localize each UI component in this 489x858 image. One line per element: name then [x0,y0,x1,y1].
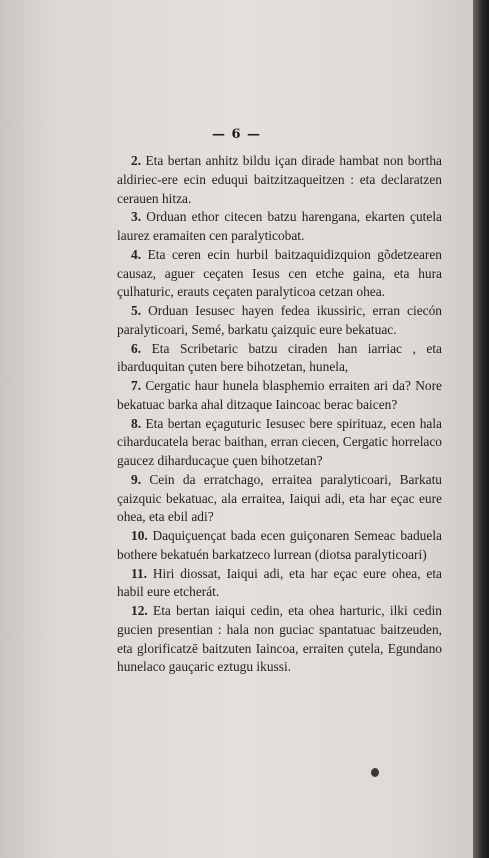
verse-text: Eta bertan iaiqui cedin, eta ohea harturic, ilki cedin gucien presentian : hala non guciac spantatuac baitzeuden, eta glorificatzē baitzuten Iaincoa, erraiten çutela, Egundano hunelaco gauçaric eztugu ikussi. [117,603,442,675]
verse-text: Daquiçuençat bada ecen guiçonaren Semeac baduela bothere bekatuén barkatzeco lurrean (diotsa paralyticoari) [117,528,442,562]
verse-number: 5. [131,303,142,318]
ink-speck [371,768,379,777]
verse-number: 9. [131,471,142,487]
page-edge-shadow [473,0,489,858]
verse-8 [117,415,442,471]
verse-number: 4. [131,246,142,262]
verse-number: 11. [131,565,147,581]
verse-2 [117,152,442,208]
verse-6 [117,340,442,378]
page-number: — 6 — [211,127,262,142]
verse-text: Eta bertan anhitz bildu içan dirade hambat non bortha aldiriec-ere ecin eduqui baitzitzaqueitzen : eta declaratzen cerauen hitza. [117,153,442,206]
verse-3 [117,208,442,246]
verse-text: Eta Scribetaric batzu ciraden han iarriac , eta ibarduquitan çuten bere bihotzetan, hunela, [117,340,442,375]
verse-text: Hiri diossat, Iaiqui adi, eta har eçac eure ohea, eta habil eure etcherát. [117,565,442,600]
verse-number: 10. [131,528,148,543]
verse-number: 7. [131,378,142,393]
verse-text: Eta ceren ecin hurbil baitzaquidizquion gõdetzearen causaz, aguer ceçaten Iesus cen etche gaina, eta hura çulhaturic, erauts ceçaten paralyticoa cetzan ohea. [117,246,442,300]
verse-number: 6. [131,340,142,356]
verse-number: 3. [131,209,142,225]
verse-number: 2. [131,153,142,168]
verse-7 [117,377,442,415]
verse-10 [117,527,442,565]
verse-text: Cein da erratchago, erraitea paralyticoari, Barkatu çaizquic bekatuac, ala erraitea, Iaiqui adi, eta har eçac eure ohea, eta ebil adi? [117,471,442,525]
verse-text: Orduan Iesusec hayen fedea ikussiric, erran ciecón paralyticoari, Semé, barkatu çaizquic eure bekatuac. [117,303,442,337]
verse-number: 12. [131,603,148,618]
verse-text: Orduan ethor citecen batzu harengana, ekarten çutela laurez eramaiten cen paralyticobat. [117,209,442,243]
verse-4 [117,246,442,302]
verse-9 [117,471,442,527]
verse-5 [117,302,442,340]
verse-12 [117,602,442,677]
verse-text-block [117,152,442,677]
verse-11 [117,565,442,603]
verse-text: Cergatic haur hunela blasphemio erraiten ari da? Nore bekatuac barka ahal ditzaque Iaincoac berac baicen? [117,378,442,412]
verse-text: Eta bertan eçaguturic Iesusec bere spirituaz, ecen hala ciharducatela berac baithan, erran ciecen, Cergatic horrelaco gaucez diharducaçue çuen bihotzetan? [117,415,442,468]
verse-number: 8. [131,415,142,431]
